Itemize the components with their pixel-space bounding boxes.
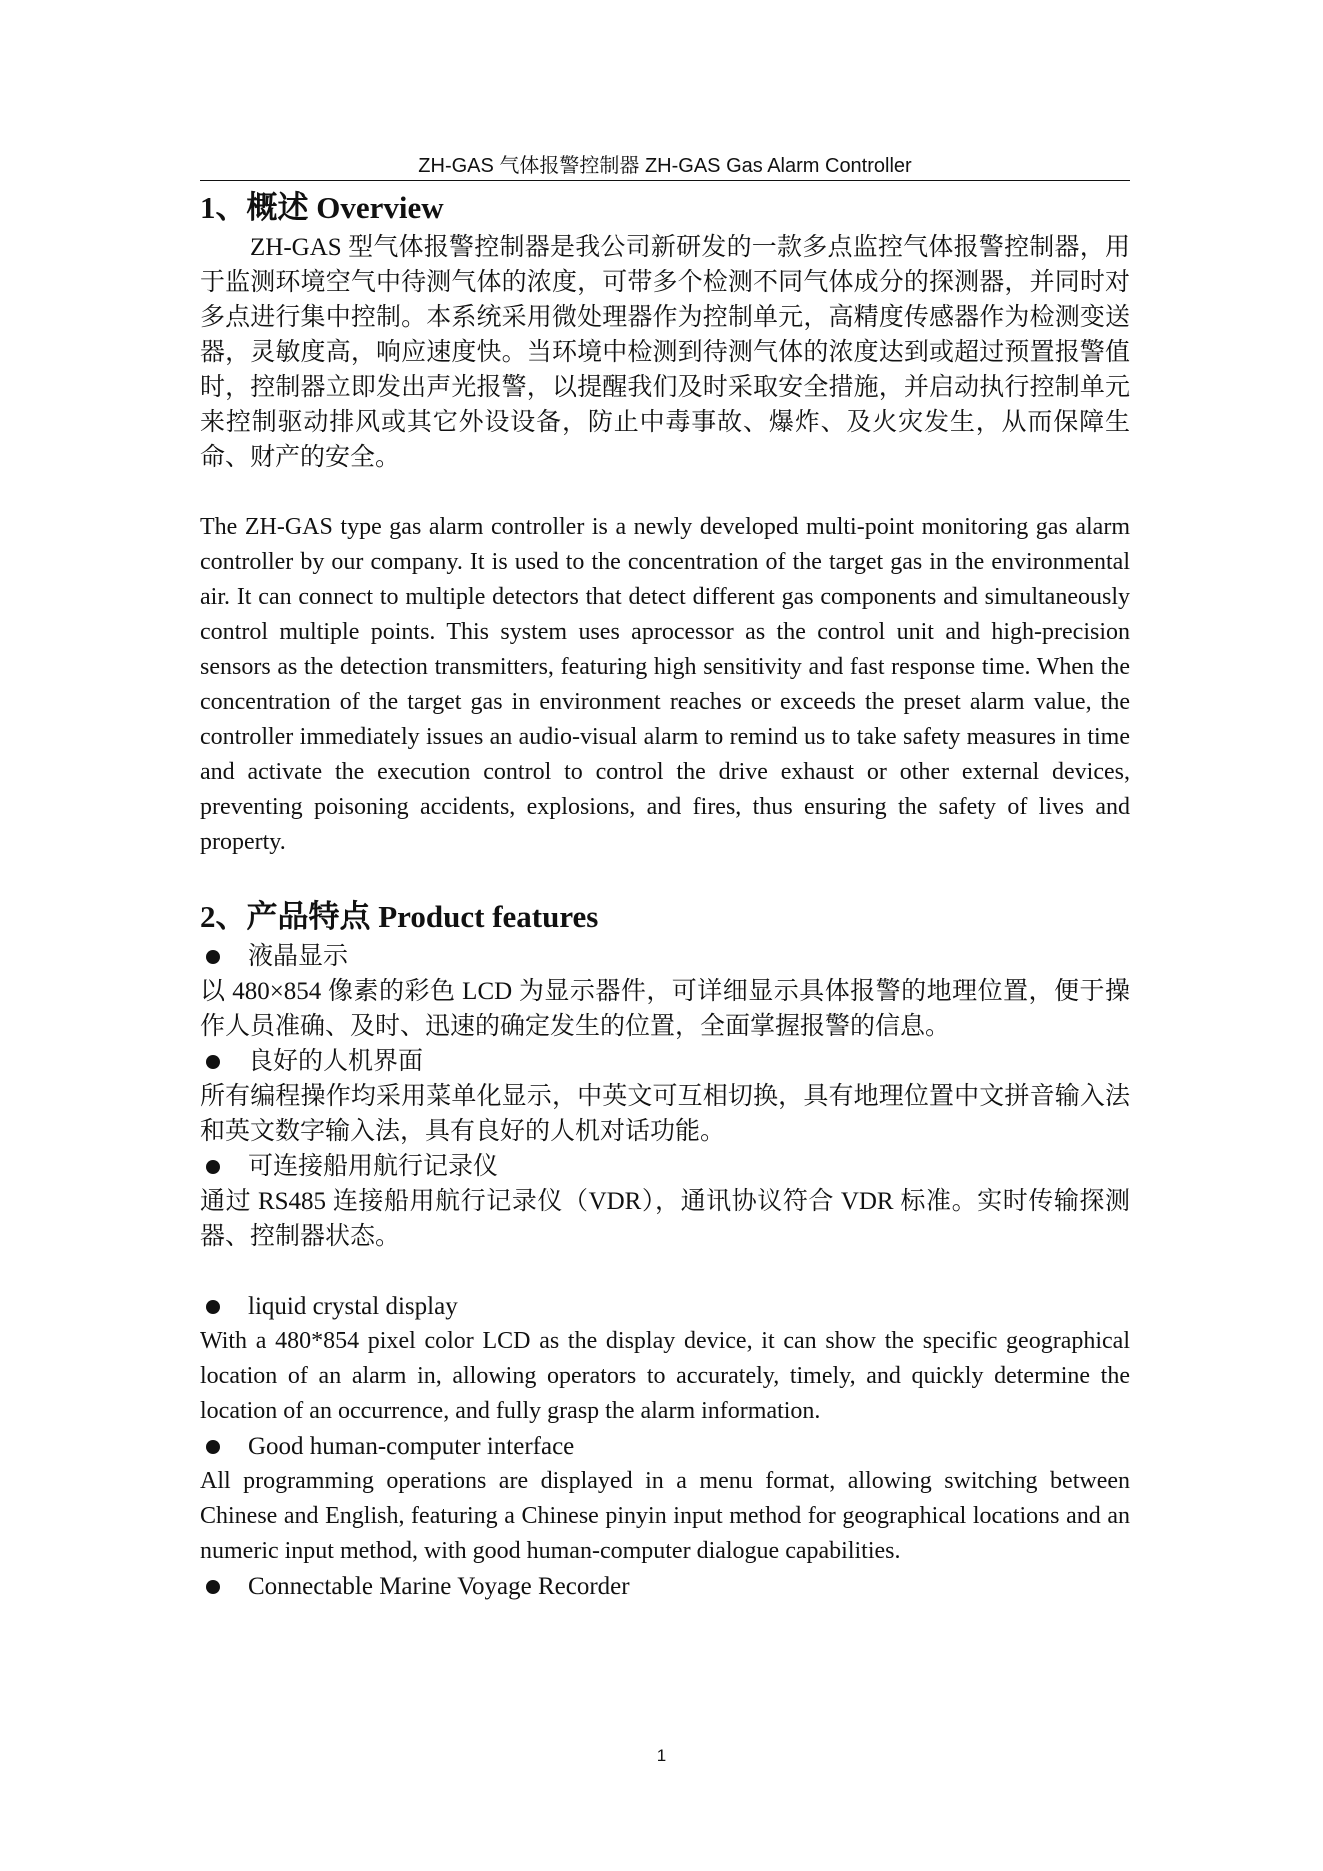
feature-bullet-en-hmi bbox=[200, 1429, 1130, 1464]
feature-title: Good human-computer interface bbox=[248, 1433, 575, 1460]
overview-zh-paragraph: ZH-GAS 型气体报警控制器是我公司新研发的一款多点监控气体报警控制器，用于监测环境空气中待测气体的浓度，可带多个检测不同气体成分的探测器，并同时对多点进行集中控制。本系统采用微处理器作为控制单元，高精度传感器作为检测变送器，灵敏度高，响应速度快。当环境中检测到待测气体的浓度达到或超过预置报警值时，控制器立即发出声光报警，以提醒我们及时采取安全措施，并启动执行控制单元来控制驱动排风或其它外设设备，防止中毒事故、爆炸、及火灾发生，从而保障生命、财产的安全。 bbox=[200, 234, 1130, 471]
section-heading-features: 2、产品特点 Product features bbox=[200, 899, 599, 934]
feature-title: 液晶显示 bbox=[248, 943, 349, 970]
feature-title: liquid crystal display bbox=[248, 1293, 458, 1320]
bullet-dot-icon bbox=[206, 950, 220, 964]
bullet-dot-icon bbox=[206, 1580, 220, 1594]
bullet-dot-icon bbox=[206, 1440, 220, 1454]
feature-text: 所有编程操作均采用菜单化显示，中英文可互相切换，具有地理位置中文拼音输入法和英文数字输入法，具有良好的人机对话功能。 bbox=[200, 1083, 1130, 1145]
feature-text: 通过 RS485 连接船用航行记录仪（VDR），通讯协议符合 VDR 标准。实时传输探测器、控制器状态。 bbox=[200, 1188, 1130, 1250]
feature-text: 以 480×854 像素的彩色 LCD 为显示器件，可详细显示具体报警的地理位置，便于操作人员准确、及时、迅速的确定发生的位置，全面掌握报警的信息。 bbox=[200, 978, 1130, 1040]
feature-text: With a 480*854 pixel color LCD as the display device, it can show the specific geographical location of an alarm in, allowing operators to accurately, timely, and quickly determine the location of an occurrence, and fully grasp the alarm information. bbox=[200, 1328, 1130, 1424]
page-number: 1 bbox=[656, 1746, 667, 1765]
overview-en-paragraph: The ZH-GAS type gas alarm controller is a newly developed multi-point monitoring gas alarm controller by our company. It is used to the concentration of the target gas in the environmental air. It can connect to multiple detectors that detect different gas components and simultaneously control multiple points. This system uses aprocessor as the control unit and high-precision sensors as the detection transmitters, featuring high sensitivity and fast response time. When the concentration of the target gas in environment reaches or exceeds the preset alarm value, the controller immediately issues an audio-visual alarm to remind us to take safety measures in time and activate the execution control to control the drive exhaust or other external devices, preventing poisoning accidents, explosions, and fires, thus ensuring the safety of lives and property. bbox=[200, 514, 1130, 855]
bullet-dot-icon bbox=[206, 1300, 220, 1314]
bullet-dot-icon bbox=[206, 1055, 220, 1069]
feature-bullet-zh-vdr bbox=[200, 1149, 1130, 1184]
feature-bullet-zh-lcd bbox=[200, 939, 1130, 974]
language-spacer bbox=[200, 1254, 1130, 1289]
header-rule bbox=[200, 180, 1130, 181]
feature-bullet-en-lcd bbox=[200, 1289, 1130, 1324]
feature-title: 良好的人机界面 bbox=[248, 1048, 424, 1075]
section-heading-overview: 1、概述 Overview bbox=[200, 190, 444, 225]
running-header: ZH-GAS 气体报警控制器 ZH-GAS Gas Alarm Controller bbox=[418, 155, 912, 177]
feature-title: 可连接船用航行记录仪 bbox=[248, 1153, 499, 1180]
feature-bullet-en-vdr bbox=[200, 1569, 1130, 1604]
feature-text: All programming operations are displayed in a menu format, allowing switching between Chinese and English, featuring a Chinese pinyin input method for geographical locations and an numeric input method, with good human-computer dialogue capabilities. bbox=[200, 1468, 1130, 1564]
section-spacer bbox=[200, 860, 1130, 895]
paragraph-spacer bbox=[200, 475, 1130, 510]
page-content bbox=[200, 186, 1130, 1604]
feature-title: Connectable Marine Voyage Recorder bbox=[248, 1573, 630, 1600]
bullet-dot-icon bbox=[206, 1160, 220, 1174]
feature-bullet-zh-hmi bbox=[200, 1044, 1130, 1079]
